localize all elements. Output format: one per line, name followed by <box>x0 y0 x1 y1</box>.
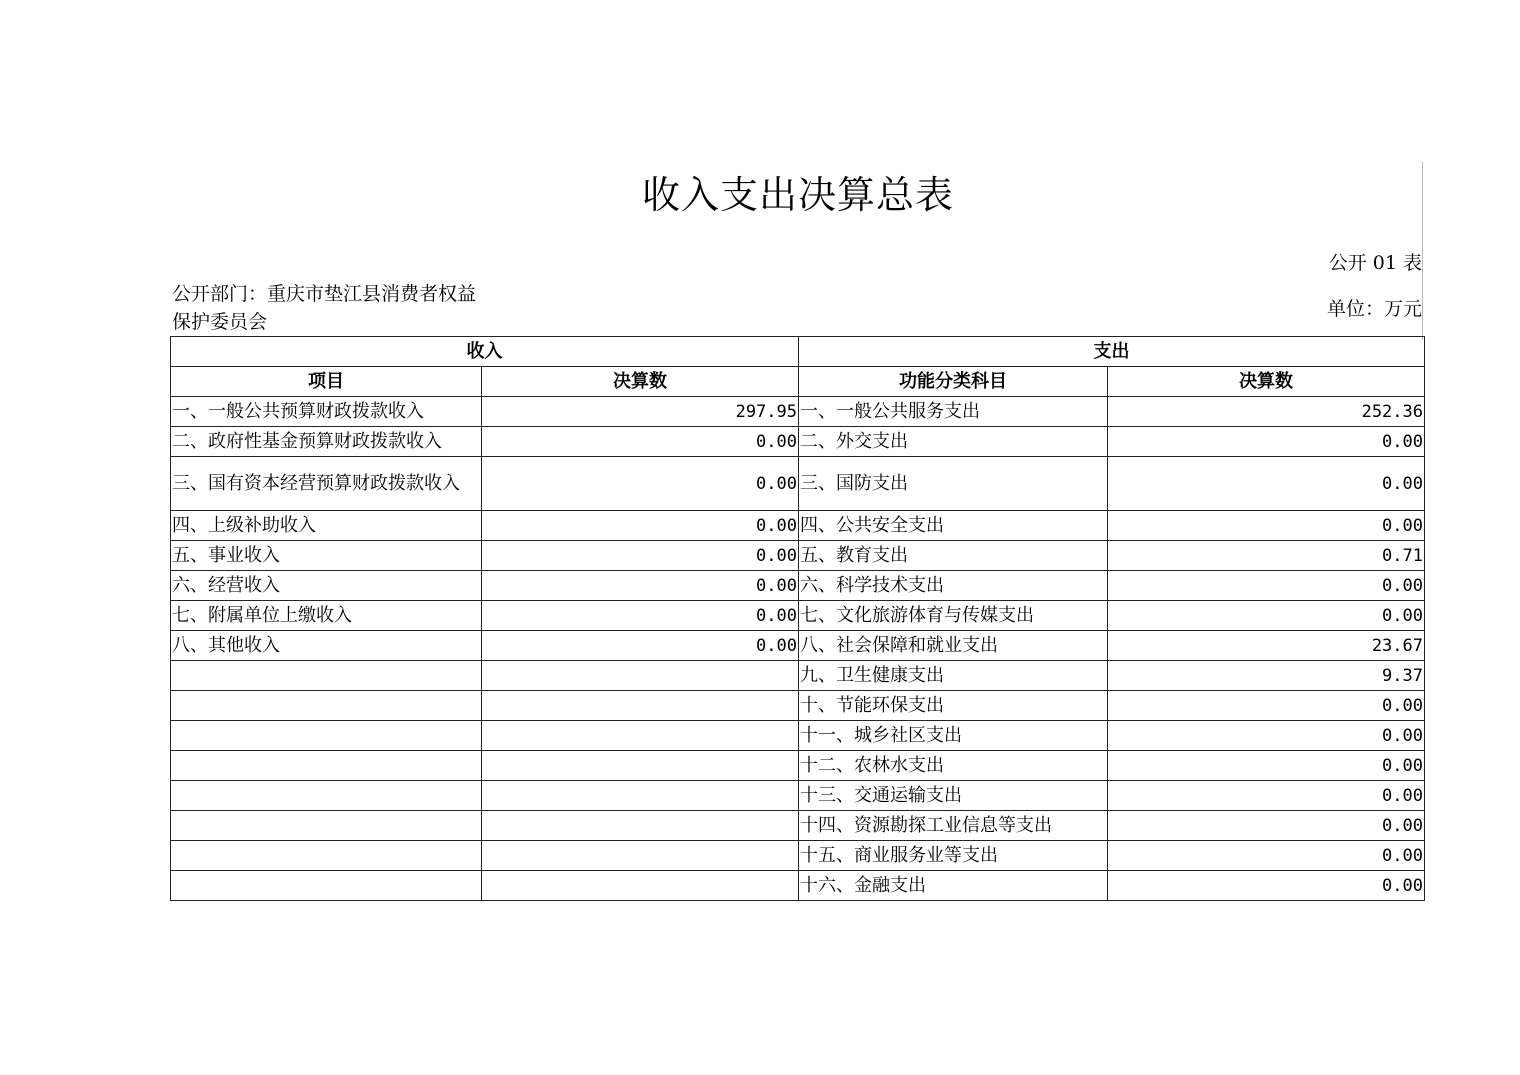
expense-amount-cell: 0.00 <box>1108 721 1425 751</box>
table-row <box>171 811 1425 841</box>
expense-item-cell: 十三、交通运输支出 <box>799 781 1108 811</box>
page-title: 收入支出决算总表 <box>641 173 954 217</box>
income-amount-cell: 0.00 <box>482 511 799 541</box>
expense-item-cell: 二、外交支出 <box>799 427 1108 457</box>
expense-amount-cell: 0.00 <box>1108 691 1425 721</box>
expense-amount-cell: 0.00 <box>1108 601 1425 631</box>
table-row <box>171 601 1425 631</box>
income-amount-cell: 0.00 <box>482 601 799 631</box>
expense-amount-cell: 0.00 <box>1108 571 1425 601</box>
expense-item-cell: 七、文化旅游体育与传媒支出 <box>799 601 1108 631</box>
column-header-function: 功能分类科目 <box>799 367 1108 397</box>
table-row <box>171 541 1425 571</box>
table-column-header-row <box>171 367 1425 397</box>
table-row <box>171 457 1425 511</box>
income-item-cell: 四、上级补助收入 <box>171 511 482 541</box>
table-row <box>171 781 1425 811</box>
income-amount-cell: 0.00 <box>482 541 799 571</box>
income-item-cell <box>171 841 482 871</box>
expense-amount-cell: 0.00 <box>1108 811 1425 841</box>
expense-item-cell: 一、一般公共服务支出 <box>799 397 1108 427</box>
table-row <box>171 661 1425 691</box>
sheet-border-line <box>1422 162 1423 340</box>
expense-item-cell: 十六、金融支出 <box>799 871 1108 901</box>
expense-item-cell: 六、科学技术支出 <box>799 571 1108 601</box>
expense-amount-cell: 0.00 <box>1108 427 1425 457</box>
form-number: 公开 01 表 <box>1328 252 1422 274</box>
unit-label: 单位：万元 <box>1326 298 1422 320</box>
income-amount-cell <box>482 781 799 811</box>
expense-item-cell: 十一、城乡社区支出 <box>799 721 1108 751</box>
expense-amount-cell: 0.00 <box>1108 457 1425 511</box>
income-item-cell: 二、政府性基金预算财政拨款收入 <box>171 427 482 457</box>
table-row <box>171 631 1425 661</box>
expense-item-cell: 十四、资源勘探工业信息等支出 <box>799 811 1108 841</box>
income-amount-cell: 0.00 <box>482 631 799 661</box>
income-item-cell: 三、国有资本经营预算财政拨款收入 <box>171 457 482 511</box>
table-row <box>171 751 1425 781</box>
income-item-cell <box>171 781 482 811</box>
table-row <box>171 397 1425 427</box>
income-item-cell: 一、一般公共预算财政拨款收入 <box>171 397 482 427</box>
expense-item-cell: 九、卫生健康支出 <box>799 661 1108 691</box>
expense-section-header: 支出 <box>799 337 1425 367</box>
expense-amount-cell: 0.71 <box>1108 541 1425 571</box>
income-amount-cell <box>482 841 799 871</box>
expense-item-cell: 三、国防支出 <box>799 457 1108 511</box>
income-amount-cell: 0.00 <box>482 457 799 511</box>
income-item-cell <box>171 661 482 691</box>
expense-amount-cell: 0.00 <box>1108 871 1425 901</box>
expense-item-cell: 十五、商业服务业等支出 <box>799 841 1108 871</box>
table-row <box>171 841 1425 871</box>
table-row <box>171 511 1425 541</box>
income-item-cell <box>171 811 482 841</box>
expense-item-cell: 十、节能环保支出 <box>799 691 1108 721</box>
income-item-cell <box>171 871 482 901</box>
expense-amount-cell: 0.00 <box>1108 841 1425 871</box>
income-amount-cell: 0.00 <box>482 571 799 601</box>
expense-amount-cell: 23.67 <box>1108 631 1425 661</box>
expense-amount-cell: 0.00 <box>1108 751 1425 781</box>
expense-item-cell: 十二、农林水支出 <box>799 751 1108 781</box>
expense-item-cell: 五、教育支出 <box>799 541 1108 571</box>
expense-item-cell: 四、公共安全支出 <box>799 511 1108 541</box>
expense-amount-cell: 0.00 <box>1108 781 1425 811</box>
table-row <box>171 571 1425 601</box>
table-row <box>171 427 1425 457</box>
table-section-header-row <box>171 337 1425 367</box>
expense-amount-cell: 9.37 <box>1108 661 1425 691</box>
column-header-expense-amount: 决算数 <box>1108 367 1425 397</box>
expense-item-cell: 八、社会保障和就业支出 <box>799 631 1108 661</box>
income-item-cell: 五、事业收入 <box>171 541 482 571</box>
income-item-cell <box>171 691 482 721</box>
income-amount-cell <box>482 811 799 841</box>
income-amount-cell <box>482 721 799 751</box>
income-amount-cell <box>482 691 799 721</box>
income-amount-cell <box>482 661 799 691</box>
table-row <box>171 691 1425 721</box>
column-header-item: 项目 <box>171 367 482 397</box>
income-item-cell: 六、经营收入 <box>171 571 482 601</box>
income-item-cell <box>171 721 482 751</box>
income-amount-cell <box>482 871 799 901</box>
income-amount-cell <box>482 751 799 781</box>
income-expense-table <box>170 336 1425 901</box>
column-header-income-amount: 决算数 <box>482 367 799 397</box>
income-item-cell: 七、附属单位上缴收入 <box>171 601 482 631</box>
department-label: 公开部门：重庆市垫江县消费者权益保护委员会 <box>172 283 477 333</box>
table-row <box>171 871 1425 901</box>
income-item-cell: 八、其他收入 <box>171 631 482 661</box>
expense-amount-cell: 252.36 <box>1108 397 1425 427</box>
income-amount-cell: 0.00 <box>482 427 799 457</box>
income-amount-cell: 297.95 <box>482 397 799 427</box>
expense-amount-cell: 0.00 <box>1108 511 1425 541</box>
income-item-cell <box>171 751 482 781</box>
table-row <box>171 721 1425 751</box>
income-section-header: 收入 <box>171 337 799 367</box>
